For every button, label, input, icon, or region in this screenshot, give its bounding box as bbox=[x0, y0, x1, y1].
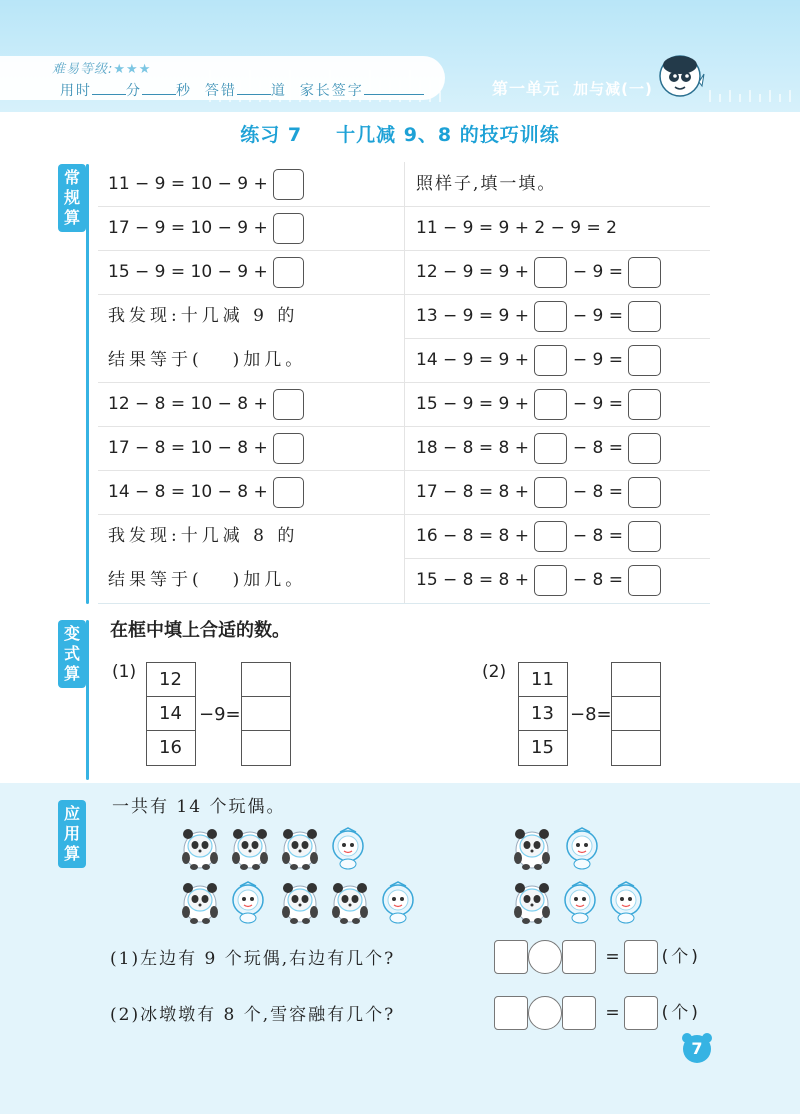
question-1: (1)左边有 9 个玩偶,右边有几个? bbox=[110, 949, 396, 969]
answer-box[interactable] bbox=[534, 565, 567, 596]
section2-instruction: 在框中填上合适的数。 bbox=[110, 620, 290, 641]
right-equation: 15 − 8 = 8 + − 8 = bbox=[416, 558, 661, 602]
bing-dwen-dwen-icon bbox=[280, 880, 320, 924]
right-equation: 15 − 9 = 9 + − 9 = bbox=[416, 382, 661, 426]
left-equation: 15 − 9 = 10 − 9 + bbox=[108, 250, 304, 294]
answer-cell[interactable] bbox=[242, 731, 290, 765]
bing-dwen-dwen-icon bbox=[180, 826, 220, 870]
operation-1: −9= bbox=[199, 704, 241, 725]
answer-box[interactable] bbox=[534, 389, 567, 420]
bing-dwen-dwen-icon bbox=[230, 826, 270, 870]
answer-box[interactable] bbox=[273, 257, 304, 288]
answer-box[interactable] bbox=[534, 301, 567, 332]
answer-box[interactable] bbox=[628, 257, 661, 288]
part1-label: (1) bbox=[112, 662, 137, 682]
answer-row-2: = (个) bbox=[494, 996, 701, 1030]
shuey-rhon-rhon-icon bbox=[606, 880, 646, 924]
right-equation: 14 − 9 = 9 + − 9 = bbox=[416, 338, 661, 382]
answer-cell[interactable] bbox=[612, 697, 660, 731]
answer-cell[interactable] bbox=[242, 663, 290, 697]
shuey-rhon-rhon-icon bbox=[562, 826, 602, 870]
right-equation: 18 − 8 = 8 + − 8 = bbox=[416, 426, 661, 470]
bing-dwen-dwen-icon bbox=[280, 826, 320, 870]
page-title: 练习 7 十几减 9、8 的技巧训练 bbox=[240, 124, 560, 146]
bing-dwen-dwen-icon bbox=[180, 880, 220, 924]
answer-box[interactable] bbox=[273, 477, 304, 508]
answer-box[interactable] bbox=[534, 477, 567, 508]
number-stack-1: 12 14 16 bbox=[146, 662, 196, 766]
question-2: (2)冰墩墩有 8 个,雪容融有几个? bbox=[110, 1005, 396, 1025]
answer-box[interactable] bbox=[273, 169, 304, 200]
bing-dwen-dwen-icon bbox=[512, 880, 552, 924]
right-equation: 13 − 9 = 9 + − 9 = bbox=[416, 294, 661, 338]
answer-box[interactable] bbox=[273, 389, 304, 420]
answer-box[interactable] bbox=[494, 996, 528, 1030]
shuey-rhon-rhon-icon bbox=[560, 880, 600, 924]
shuey-rhon-rhon-icon bbox=[228, 880, 268, 924]
operator-circle[interactable] bbox=[528, 940, 562, 974]
record-line: 用时 分 秒 答错 道 家长签字 bbox=[60, 80, 424, 100]
number-stack-2: 11 13 15 bbox=[518, 662, 568, 766]
section3-tab: 应用算 bbox=[58, 800, 86, 868]
answer-box[interactable] bbox=[273, 433, 304, 464]
answer-box[interactable] bbox=[624, 996, 658, 1030]
example-equation: 11 − 9 = 9 + 2 − 9 = 2 bbox=[416, 218, 617, 238]
bing-dwen-dwen-icon bbox=[330, 880, 370, 924]
right-equation: 12 − 9 = 9 + − 9 = bbox=[416, 250, 661, 294]
answer-box[interactable] bbox=[534, 345, 567, 376]
right-equation: 17 − 8 = 8 + − 8 = bbox=[416, 470, 661, 514]
page-number-badge: 7 bbox=[680, 1030, 714, 1064]
answer-cell[interactable] bbox=[242, 697, 290, 731]
section1-line bbox=[86, 164, 89, 604]
answer-box[interactable] bbox=[628, 345, 661, 376]
answer-stack-1[interactable] bbox=[241, 662, 291, 766]
answer-box[interactable] bbox=[562, 996, 596, 1030]
operator-circle[interactable] bbox=[528, 996, 562, 1030]
left-equation: 17 − 9 = 10 − 9 + bbox=[108, 206, 304, 250]
right-equation: 16 − 8 = 8 + − 8 = bbox=[416, 514, 661, 558]
answer-box[interactable] bbox=[628, 301, 661, 332]
answer-box[interactable] bbox=[494, 940, 528, 974]
answer-box[interactable] bbox=[273, 213, 304, 244]
left-equation: 11 − 9 = 10 − 9 + bbox=[108, 162, 304, 206]
observation-text: 我发现:十几减 8 的 bbox=[108, 526, 299, 546]
observation-text: 我发现:十几减 9 的 bbox=[108, 306, 299, 326]
answer-box[interactable] bbox=[628, 433, 661, 464]
section2-line bbox=[86, 620, 89, 780]
answer-box[interactable] bbox=[534, 433, 567, 464]
answer-stack-2[interactable] bbox=[611, 662, 661, 766]
section2-tab: 变式算 bbox=[58, 620, 86, 688]
answer-box[interactable] bbox=[628, 389, 661, 420]
observation-text: 结果等于( )加几。 bbox=[108, 350, 307, 370]
section1-tab: 常规算 bbox=[58, 164, 86, 232]
answer-box[interactable] bbox=[562, 940, 596, 974]
answer-cell[interactable] bbox=[612, 731, 660, 765]
left-equation: 12 − 8 = 10 − 8 + bbox=[108, 382, 304, 426]
answer-row-1: = (个) bbox=[494, 940, 701, 974]
problem-intro: 一共有 14 个玩偶。 bbox=[112, 797, 286, 817]
answer-box[interactable] bbox=[624, 940, 658, 974]
example-instruction: 照样子,填一填。 bbox=[416, 174, 557, 194]
difficulty-rating: 难易等级:★★★ bbox=[52, 62, 152, 77]
unit-heading: 第一单元 加与减(一) bbox=[492, 79, 653, 98]
answer-box[interactable] bbox=[534, 257, 567, 288]
left-equation: 17 − 8 = 10 − 8 + bbox=[108, 426, 304, 470]
operation-2: −8= bbox=[570, 704, 612, 725]
left-equation: 14 − 8 = 10 − 8 + bbox=[108, 470, 304, 514]
answer-box[interactable] bbox=[628, 521, 661, 552]
mascot-icon bbox=[655, 52, 705, 102]
observation-text: 结果等于( )加几。 bbox=[108, 570, 307, 590]
answer-cell[interactable] bbox=[612, 663, 660, 697]
practice-grid bbox=[98, 162, 710, 604]
shuey-rhon-rhon-icon bbox=[378, 880, 418, 924]
answer-box[interactable] bbox=[628, 477, 661, 508]
answer-box[interactable] bbox=[534, 521, 567, 552]
shuey-rhon-rhon-icon bbox=[328, 826, 368, 870]
bing-dwen-dwen-icon bbox=[512, 826, 552, 870]
answer-box[interactable] bbox=[628, 565, 661, 596]
part2-label: (2) bbox=[482, 662, 507, 682]
